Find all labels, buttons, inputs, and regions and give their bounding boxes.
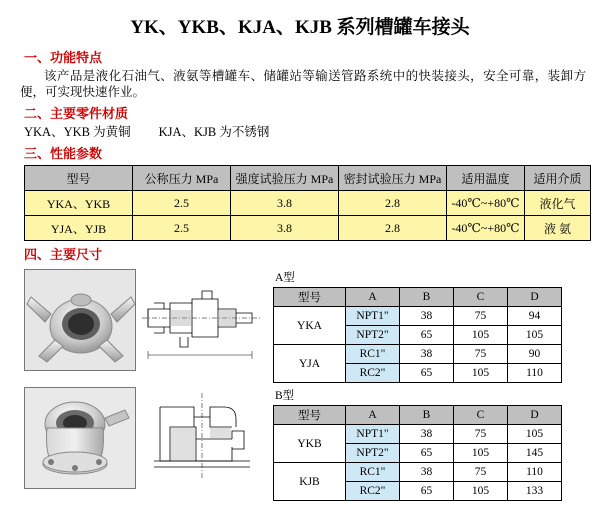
perf-header-cell: 公称压力 MPa: [133, 166, 231, 191]
dim-a-model: YKA: [274, 307, 346, 345]
dim-b-cell: 105: [454, 444, 508, 463]
dim-b-header-cell: A: [346, 406, 400, 425]
dim-a-header-cell: D: [508, 288, 562, 307]
dim-a-model: YJA: [274, 345, 346, 383]
table-row: [274, 307, 562, 326]
dim-a-header-cell: A: [346, 288, 400, 307]
dim-b-cell: 38: [400, 425, 454, 444]
dim-b-model: YKB: [274, 425, 346, 463]
dim-a-cell: 75: [454, 307, 508, 326]
material-stainless: KJA、KJB 为不锈钢: [158, 125, 270, 139]
perf-cell: 2.5: [133, 191, 231, 216]
dim-b-header-cell: B: [400, 406, 454, 425]
table-header-row: [25, 166, 591, 191]
dim-b-cell: RC2": [346, 482, 400, 501]
page-title: YK、YKB、KJA、KJB 系列槽罐车接头: [130, 17, 470, 38]
technical-drawing-type-b: [140, 387, 265, 487]
dim-a-cell: 105: [454, 326, 508, 345]
dim-b-header-cell: 型号: [274, 406, 346, 425]
performance-table-wrap: [24, 165, 590, 241]
dimension-table-b-wrap: [273, 387, 562, 501]
perf-cell: 液 氨: [525, 216, 591, 241]
dimension-row-b: [24, 387, 590, 501]
dim-b-cell: RC1": [346, 463, 400, 482]
table-row: [274, 425, 562, 444]
dim-b-cell: 75: [454, 463, 508, 482]
dim-table-b-label: B型: [275, 390, 295, 402]
product-photo-type-a: [24, 269, 136, 371]
perf-cell: -40℃~+80℃: [447, 191, 525, 216]
dim-a-cell: 105: [508, 326, 562, 345]
table-row: [25, 216, 591, 241]
dim-b-cell: 65: [400, 444, 454, 463]
dim-b-header-cell: C: [454, 406, 508, 425]
dim-a-cell: 94: [508, 307, 562, 326]
dimensions-section: [10, 269, 590, 501]
perf-cell: YJA、YJB: [25, 216, 133, 241]
dim-a-cell: 105: [454, 364, 508, 383]
dim-b-model: KJB: [274, 463, 346, 501]
dim-a-cell: RC2": [346, 364, 400, 383]
table-row: [274, 463, 562, 482]
perf-header-cell: 强度试验压力 MPa: [231, 166, 339, 191]
dim-b-cell: 75: [454, 425, 508, 444]
dim-a-cell: NPT2": [346, 326, 400, 345]
dim-b-cell: 105: [508, 425, 562, 444]
table-row: [25, 191, 591, 216]
dim-a-cell: 65: [400, 364, 454, 383]
dim-a-cell: NPT1": [346, 307, 400, 326]
dimension-table-a: [273, 287, 562, 383]
perf-header-cell: 适用温度: [447, 166, 525, 191]
table-row: [274, 345, 562, 364]
product-photo-type-b: [24, 387, 136, 489]
materials-line: [24, 124, 590, 140]
section-heading-materials: 二、主要零件材质: [24, 106, 129, 121]
perf-cell: 3.8: [231, 216, 339, 241]
dimension-table-a-wrap: [273, 269, 562, 383]
perf-header-cell: 型号: [25, 166, 133, 191]
perf-cell: 3.8: [231, 191, 339, 216]
table-header-row: [274, 288, 562, 307]
dimension-table-b: [273, 405, 562, 501]
dimension-row-a: [24, 269, 590, 383]
dim-a-cell: 75: [454, 345, 508, 364]
dim-b-cell: 65: [400, 482, 454, 501]
dim-a-cell: 65: [400, 326, 454, 345]
dim-b-header-cell: D: [508, 406, 562, 425]
material-brass: YKA、YKB 为黄铜: [24, 125, 131, 139]
perf-cell: 2.8: [339, 191, 447, 216]
dim-a-cell: 38: [400, 307, 454, 326]
features-paragraph: 该产品是液化石油气、液氨等槽罐车、储罐站等输送管路系统中的快装接头，安全可靠，装卸方便，可实现快速作业。: [20, 69, 586, 99]
perf-cell: YKA、YKB: [25, 191, 133, 216]
dim-a-cell: 90: [508, 345, 562, 364]
dim-b-cell: 110: [508, 463, 562, 482]
dim-a-cell: RC1": [346, 345, 400, 364]
performance-table: [24, 165, 591, 241]
technical-drawing-type-a: [140, 269, 265, 369]
section-heading-features: 一、功能特点: [24, 50, 103, 65]
dim-a-header-cell: B: [400, 288, 454, 307]
perf-header-cell: 适用介质: [525, 166, 591, 191]
perf-cell: 2.8: [339, 216, 447, 241]
dim-b-cell: 38: [400, 463, 454, 482]
dim-b-cell: NPT2": [346, 444, 400, 463]
dim-b-cell: 133: [508, 482, 562, 501]
dim-table-a-label: A型: [275, 272, 295, 284]
dim-b-cell: 105: [454, 482, 508, 501]
perf-cell: 液化气: [525, 191, 591, 216]
section-heading-performance: 三、性能参数: [24, 146, 103, 161]
perf-cell: 2.5: [133, 216, 231, 241]
table-header-row: [274, 406, 562, 425]
dim-a-cell: 38: [400, 345, 454, 364]
dim-a-header-cell: C: [454, 288, 508, 307]
dim-b-cell: NPT1": [346, 425, 400, 444]
dim-a-header-cell: 型号: [274, 288, 346, 307]
section-heading-dimensions: 四、主要尺寸: [24, 247, 103, 262]
dim-b-cell: 145: [508, 444, 562, 463]
dim-a-cell: 110: [508, 364, 562, 383]
perf-header-cell: 密封试验压力 MPa: [339, 166, 447, 191]
perf-cell: -40℃~+80℃: [447, 216, 525, 241]
